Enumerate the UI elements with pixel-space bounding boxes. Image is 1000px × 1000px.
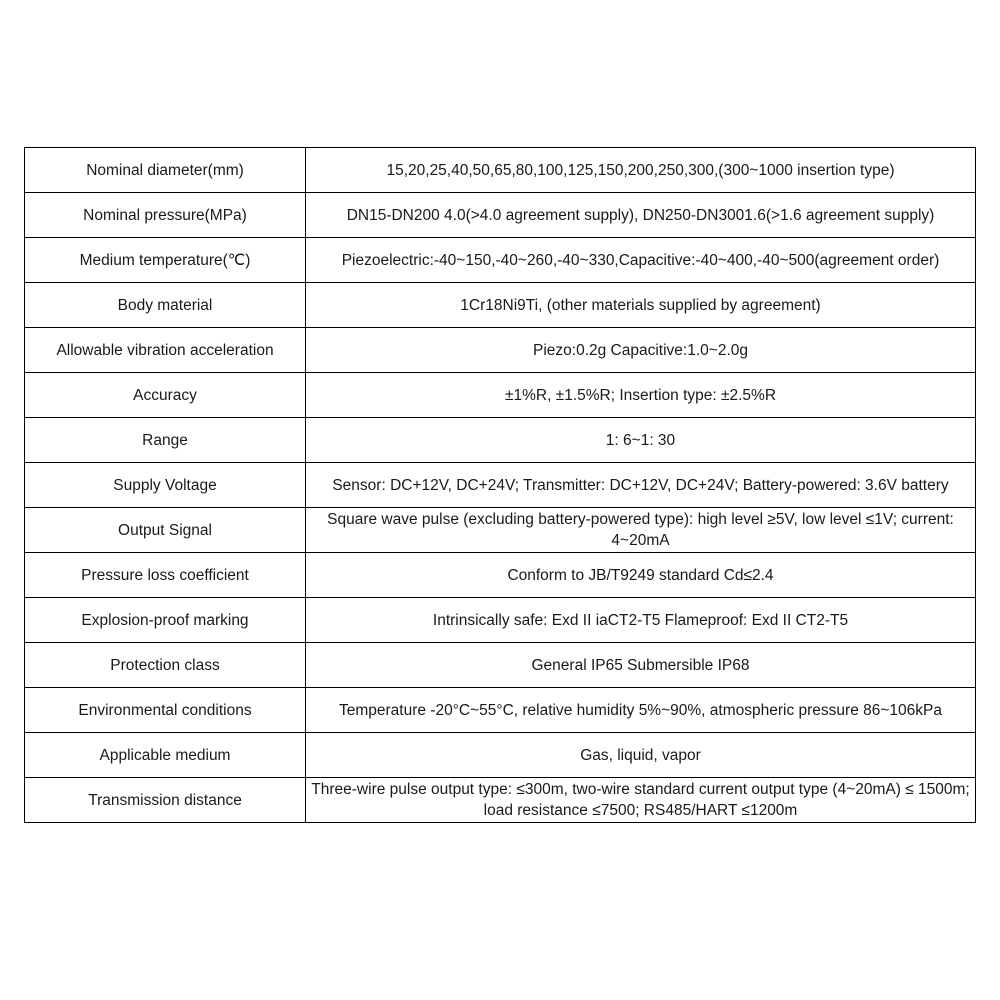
row-label: Allowable vibration acceleration <box>25 328 306 373</box>
row-label: Protection class <box>25 643 306 688</box>
table-row-body-material <box>25 283 976 328</box>
row-label: Nominal diameter(mm) <box>25 148 306 193</box>
row-label: Range <box>25 418 306 463</box>
table-row-nominal-pressure <box>25 193 976 238</box>
table-row-supply-voltage <box>25 463 976 508</box>
row-value: Temperature -20°C~55°C, relative humidity 5%~90%, atmospheric pressure 86~106kPa <box>306 688 976 733</box>
row-value: Three-wire pulse output type: ≤300m, two-wire standard current output type (4~20mA) ≤ 1500m; load resistance ≤7500; RS485/HART ≤1200m <box>306 778 976 823</box>
table-row-output-signal <box>25 508 976 553</box>
specification-table-body <box>25 148 976 823</box>
row-value: Square wave pulse (excluding battery-powered type): high level ≥5V, low level ≤1V; current: 4~20mA <box>306 508 976 553</box>
table-row-medium-temperature <box>25 238 976 283</box>
row-value: ±1%R, ±1.5%R; Insertion type: ±2.5%R <box>306 373 976 418</box>
row-value: Conform to JB/T9249 standard Cd≤2.4 <box>306 553 976 598</box>
row-label: Applicable medium <box>25 733 306 778</box>
table-row-explosion-proof <box>25 598 976 643</box>
table-row-environmental-conditions <box>25 688 976 733</box>
row-label: Supply Voltage <box>25 463 306 508</box>
row-value: 1Cr18Ni9Ti, (other materials supplied by agreement) <box>306 283 976 328</box>
row-label: Medium temperature(℃) <box>25 238 306 283</box>
row-value: 1: 6~1: 30 <box>306 418 976 463</box>
table-row-range <box>25 418 976 463</box>
row-value: Piezoelectric:-40~150,-40~260,-40~330,Capacitive:-40~400,-40~500(agreement order) <box>306 238 976 283</box>
table-row-vibration-acceleration <box>25 328 976 373</box>
row-value: Intrinsically safe: Exd II iaCT2-T5 Flameproof: Exd II CT2-T5 <box>306 598 976 643</box>
row-value: Sensor: DC+12V, DC+24V; Transmitter: DC+12V, DC+24V; Battery-powered: 3.6V battery <box>306 463 976 508</box>
row-value: 15,20,25,40,50,65,80,100,125,150,200,250,300,(300~1000 insertion type) <box>306 148 976 193</box>
table-row-applicable-medium <box>25 733 976 778</box>
row-value: Piezo:0.2g Capacitive:1.0~2.0g <box>306 328 976 373</box>
row-label: Accuracy <box>25 373 306 418</box>
row-label: Pressure loss coefficient <box>25 553 306 598</box>
table-row-nominal-diameter <box>25 148 976 193</box>
table-row-accuracy <box>25 373 976 418</box>
row-label: Body material <box>25 283 306 328</box>
row-value: DN15-DN200 4.0(>4.0 agreement supply), DN250-DN3001.6(>1.6 agreement supply) <box>306 193 976 238</box>
row-value: General IP65 Submersible IP68 <box>306 643 976 688</box>
table-row-pressure-loss <box>25 553 976 598</box>
row-label: Nominal pressure(MPa) <box>25 193 306 238</box>
row-label: Transmission distance <box>25 778 306 823</box>
row-label: Explosion-proof marking <box>25 598 306 643</box>
row-label: Environmental conditions <box>25 688 306 733</box>
row-label: Output Signal <box>25 508 306 553</box>
table-row-transmission-distance <box>25 778 976 823</box>
row-value: Gas, liquid, vapor <box>306 733 976 778</box>
table-row-protection-class <box>25 643 976 688</box>
specification-table <box>24 147 976 823</box>
